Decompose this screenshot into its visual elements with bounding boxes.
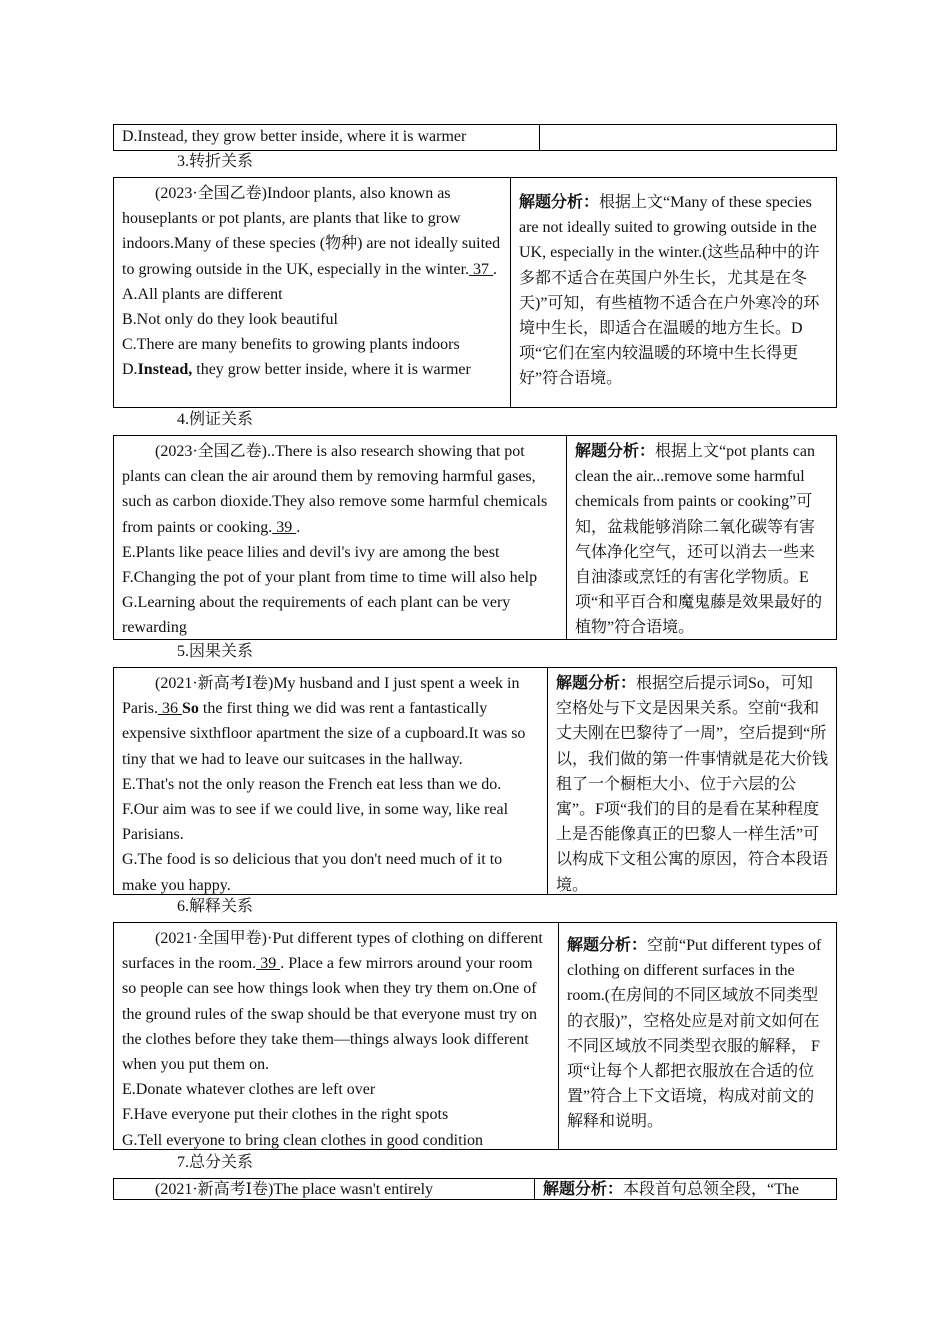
passage-cell-5 [114,668,548,894]
passage-text-7: The place wasn't entirely [273,1181,434,1198]
analysis-cell-4 [567,436,836,639]
passage-text-6: ·Put different types of clothing on different surfaces in the room. [122,930,543,973]
analysis-label-4: 解题分析： [575,443,656,460]
passage-cell-4 [114,436,567,639]
option-g-5: G.The food is so delicious that you don't need much of it to make you happy. [122,851,503,894]
option-e: E.Plants like peace lilies and devil's ivy are among the best [122,543,500,561]
continuation-left-cell [114,125,540,150]
analysis-label-7: 解题分析： [543,1181,624,1198]
passage-5 [122,671,539,772]
option-f-5: F.Our aim was to see if we could live, in some way, like real Parisians. [122,801,509,844]
continuation-row [113,124,837,151]
blank-36: 36 [158,700,182,718]
analysis-7 [543,1179,828,1200]
option-b: B.Not only do they look beautiful [122,311,338,329]
section-heading-5: 5.因果关系 [177,643,254,660]
analysis-5 [556,671,828,898]
analysis-cell-7 [535,1179,836,1199]
analysis-text-5: 根据空后提示词So，可知空格处与下文是因果关系。空前“我和丈夫刚在巴黎待了一周”，空后提到“所以，我们做的第一件事情就是花大价钱租了一个橱柜大小、位于六层的公寓”。F项“我们的目的是看在某种程度上是否能像真正的巴黎人一样生活”可以构成下文租公寓的原因，符合本段语境。 [556,675,829,894]
section-heading-7: 7.总分关系 [177,1154,254,1171]
analysis-label-6: 解题分析： [567,937,648,954]
analysis-text-6: 空前“Put different types of clothing on different surfaces in the room.(在房间的不同区域放不同类型的衣服)”，空格处应是对前文如何在不同区域放不同类型衣服的解释， F项“让每个人都把衣服放在合适的位置”符合上下文语境，构成对前文的解释和说明。 [567,937,822,1131]
option-f-6: F.Have everyone put their clothes in the right spots [122,1106,449,1124]
continuation-option: D.Instead, they grow better inside, where it is warmer [122,128,467,145]
analysis-label-5: 解题分析： [556,675,637,692]
passage-6 [122,926,550,1077]
after-blank-4: . [296,518,301,536]
source-3: (2023·全国乙卷) [155,185,267,202]
passage-after-5: the first thing we did was rent a fantastically expensive sixthfloor apartment the size of a cupboard.It was so tiny that we had to leave our suitcases in the hallway. [122,700,526,768]
bold-keyword-so: So [182,700,199,718]
section-table-5 [113,667,837,895]
passage-after-6: . Place a few mirrors around your room so people can see how things look when they try them on.One of the ground rules of the swap should be that everyone must try on the clothes before they take them—things always look different when you put them on. [122,955,538,1074]
analysis-cell-3 [511,178,836,407]
section-table-4 [113,435,837,640]
after-blank-3: . [493,260,498,278]
passage-text-3: Indoor plants, also known as houseplants or pot plants, are plants that like to grow indoors.Many of these species (物种) are not ideally suited to growing outside in the UK, especially in the winter. [122,185,501,278]
passage-text-5: My husband and I just spent a week in Paris. [122,675,520,718]
section-heading-6: 6.解释关系 [177,898,254,915]
passage-cell-7 [114,1179,535,1199]
bold-keyword-instead: Instead, [137,361,193,379]
option-e-5: E.That's not the only reason the French eat less than we do. [122,775,502,793]
section-heading-4: 4.例证关系 [177,411,254,428]
option-g: G.Learning about the requirements of each plant can be very rewarding [122,594,511,637]
analysis-4 [575,439,828,641]
analysis-cell-6 [559,923,836,1149]
analysis-3 [519,190,828,392]
source-5: (2021·新高考Ⅰ卷) [155,675,274,692]
passage-text-4: ..There is also research showing that pot plants can clean the air around them by removing harmful gases, such as carbon dioxide.They also remove some harmful chemicals from paints or cooking. [122,443,548,536]
blank-39: 39 [272,518,297,536]
analysis-cell-5 [548,668,836,894]
source-6: (2021·全国甲卷) [155,930,267,947]
section-table-6 [113,922,837,1150]
passage-7 [122,1179,526,1200]
section-heading-3: 3.转折关系 [177,153,254,170]
option-d: D.Instead, they grow better inside, where it is warmer [122,361,471,379]
analysis-label-3: 解题分析： [519,194,600,211]
passage-3 [122,181,502,282]
analysis-text-3: 根据上文“Many of these species are not ideally suited to growing outside in the UK, especially in the winter.(这些品种中的许多都不适合在英国户外生长，尤其是在冬天)”可知，有些植物不适合在户外寒冷的环境中生长，即适合在温暖的地方生长。D项“它们在室内较温暖的环境中生长得更好”符合语境。 [519,194,820,388]
continuation-right-cell [540,125,836,150]
passage-4 [122,439,558,540]
blank-37: 37 [469,260,494,278]
passage-cell-3 [114,178,511,407]
blank-39-6: 39 [256,955,281,973]
option-a: A.All plants are different [122,285,283,303]
passage-cell-6 [114,923,559,1149]
source-4: (2023·全国乙卷) [155,443,267,460]
option-e-6: E.Donate whatever clothes are left over [122,1081,376,1099]
option-g-6: G.Tell everyone to bring clean clothes in good condition [122,1131,484,1149]
option-c: C.There are many benefits to growing plants indoors [122,336,460,354]
option-f: F.Changing the pot of your plant from time to time will also help [122,569,538,587]
section-table-3 [113,177,837,408]
analysis-text-4: 根据上文“pot plants can clean the air...remove some harmful chemicals from paints or cooking”可知，盆栽能够消除二氧化碳等有害气体净化空气，还可以消去一些来自油漆或烹饪的有害化学物质。E项“和平百合和魔鬼藤是效果最好的植物”符合语境。 [575,443,823,637]
section-table-7 [113,1178,837,1200]
source-7: (2021·新高考Ⅰ卷) [155,1181,274,1198]
analysis-6 [567,933,828,1135]
analysis-text-7: 本段首句总领全段，“The [623,1181,799,1198]
